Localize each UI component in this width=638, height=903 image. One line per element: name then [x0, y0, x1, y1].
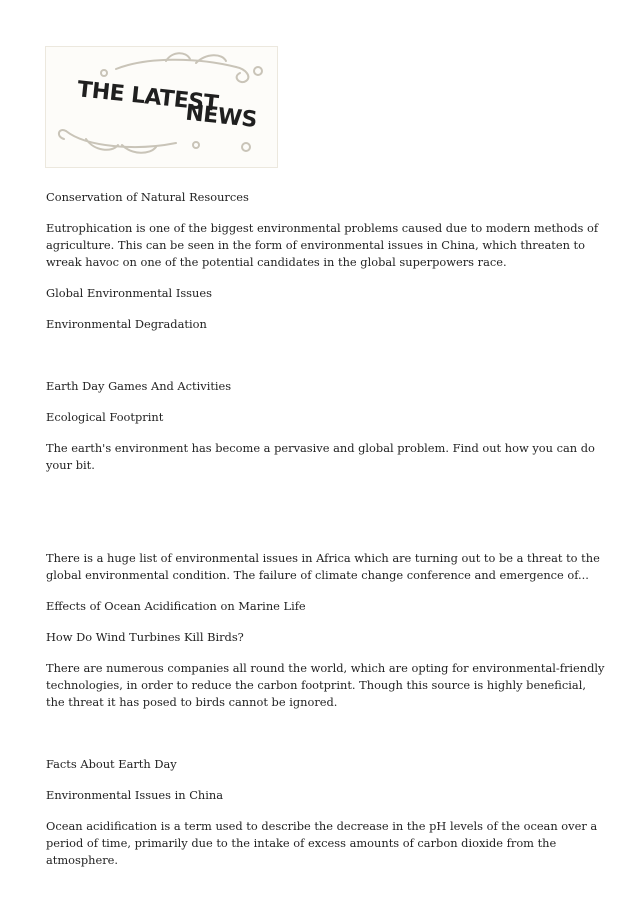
heading-china-issues: Environmental Issues in China [46, 788, 224, 802]
paragraph-ocean-acidification: Ocean acidification is a term used to describe the decrease in the pH levels of the ocean over a period of time, primarily due to the intake of excess amounts of carbon dioxide from the atmosphere. [46, 819, 598, 867]
logo-text-line1: THE LATEST [76, 77, 220, 117]
paragraph-earth-environment: The earth's environment has become a pervasive and global problem. Find out how you can do your bit. [46, 441, 595, 472]
heading-conservation: Conservation of Natural Resources [46, 190, 249, 204]
heading-earth-day-facts: Facts About Earth Day [46, 757, 177, 771]
heading-wind-turbines: How Do Wind Turbines Kill Birds? [46, 630, 244, 644]
latest-news-logo [45, 46, 278, 168]
logo-artwork [46, 47, 277, 167]
heading-ocean-acidification-effects: Effects of Ocean Acidification on Marine Life [46, 599, 306, 613]
article-content [46, 189, 606, 869]
logo-text-line2: NEWS [184, 100, 258, 134]
heading-global-issues: Global Environmental Issues [46, 286, 212, 300]
paragraph-eutrophication: Eutrophication is one of the biggest environmental problems caused due to modern methods of agriculture. This can be seen in the form of environmental issues in China, which threaten to wreak havoc on one of the potential candidates in the global superpowers race. [46, 221, 599, 269]
heading-earth-day-games: Earth Day Games And Activities [46, 379, 232, 393]
heading-degradation: Environmental Degradation [46, 317, 207, 331]
paragraph-wind-turbines: There are numerous companies all round the world, which are opting for environmental-friendly technologies, in order to reduce the carbon footprint. Though this source is highly beneficial, the threat it has posed to birds cannot be ignored. [46, 661, 605, 709]
heading-ecological-footprint: Ecological Footprint [46, 410, 164, 424]
paragraph-africa-issues: There is a huge list of environmental issues in Africa which are turning out to be a threat to the global environmental condition. The failure of climate change conference and emergence of... [46, 551, 600, 582]
